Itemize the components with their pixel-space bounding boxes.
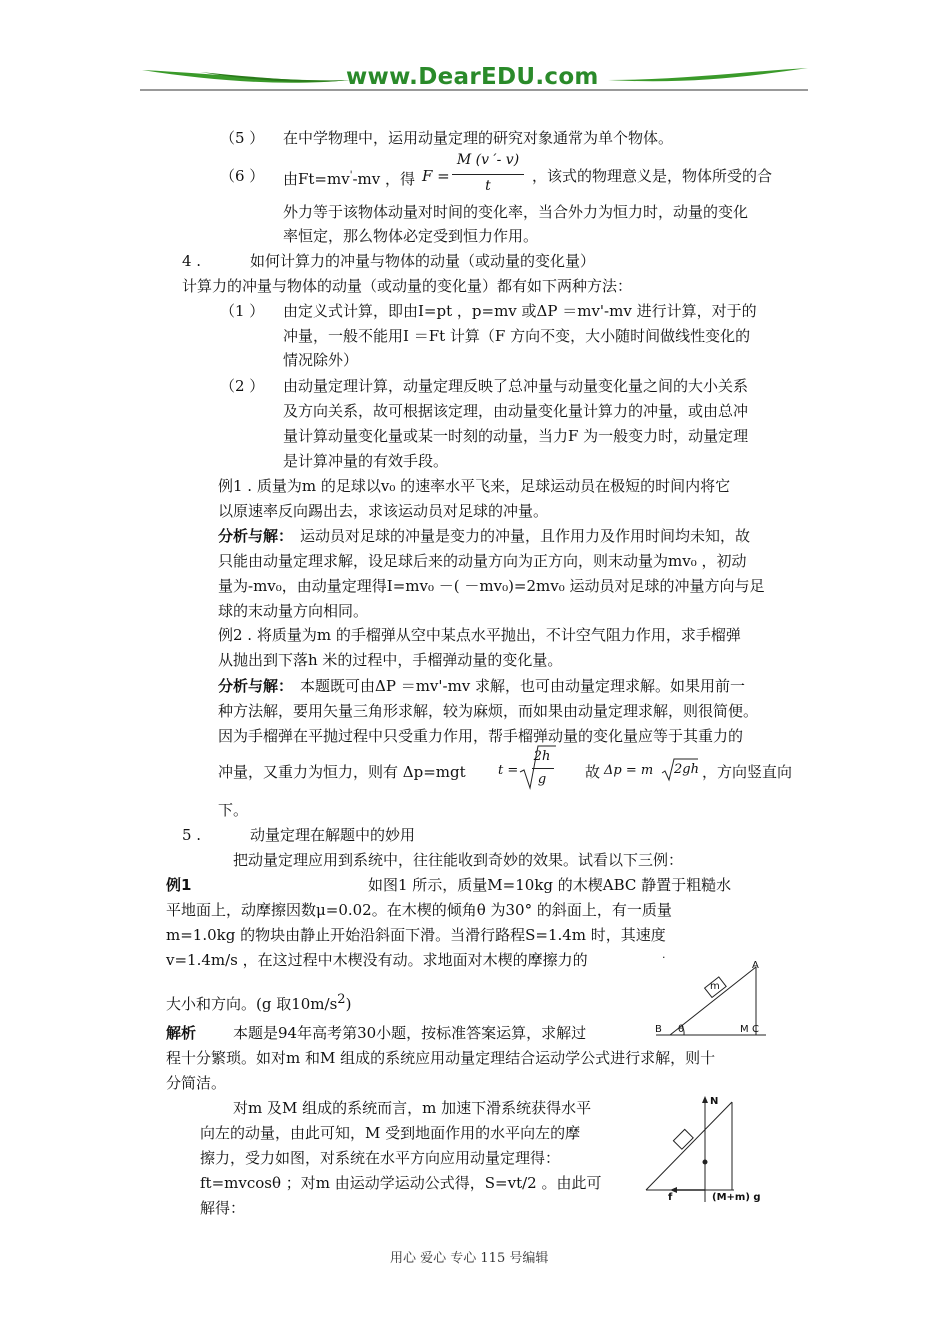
item6-frac-line [452, 174, 524, 175]
ex3-sys-line4: ft=mvcosθ ；对m 由运动学运动公式得，S=vt/2 。由此可 [200, 1174, 602, 1192]
method1-line1: 由定义式计算，即由I=pt ，p=mv 或ΔP ＝mv'-mv 进行计算，对于的 [283, 302, 757, 320]
ex2-answer-line5: 下。 [218, 801, 249, 819]
ex1-answer-line1: 运动员对足球的冲量是变力的冲量，且作用力及作用时间均未知，故 [300, 527, 751, 545]
ex2-answer-line4-post: ，方向竖直向 [702, 763, 793, 781]
ex1-answer-label: 分析与解： [218, 527, 294, 545]
fig1-dot: . [662, 948, 666, 961]
fig1-label-theta: θ [678, 1024, 685, 1035]
item5-text: 在中学物理中，运用动量定理的研究对象通常为单个物体。 [283, 129, 674, 147]
ex3-sys-line1: 对m 及M 组成的系统而言，m 加速下滑系统获得水平 [233, 1099, 592, 1117]
sec5-number: 5 . [182, 826, 202, 844]
force-figure [642, 1094, 762, 1206]
ex3-label: 例1 [166, 876, 192, 894]
ex3-jiexi-label: 解析 [166, 1024, 197, 1042]
dp-eq: Δp = m [604, 763, 654, 778]
item6-frac-num: M (v ′- v) [456, 152, 520, 168]
sqrt-den: g [537, 772, 547, 787]
ex1-answer-line3: 量为-mv₀，由动量定理得I=mv₀ －( －mv₀)=2mv₀ 运动员对足球的冲量方向与足 [218, 577, 765, 595]
fig1-label-C: C [752, 1024, 759, 1035]
method1-number: （1 ） [220, 302, 265, 320]
method1-line3: 情况除外） [283, 351, 359, 369]
item6-post: ，该式的物理意义是，物体所受的合 [532, 167, 773, 185]
item5-number: （5 ） [220, 129, 265, 147]
fig2-label-f: f [668, 1192, 673, 1203]
ex2-answer-label: 分析与解： [218, 677, 294, 695]
method2-line2: 及方向关系，故可根据该定理，由动量变化量计算力的冲量，或由总冲 [283, 402, 749, 420]
method1-line2: 冲量，一般不能用I ＝Ft 计算（F 方向不变，大小随时间做线性变化的 [283, 327, 751, 345]
item6-F-eq: F = [422, 167, 450, 185]
ex3-sys-line5: 解得： [200, 1199, 246, 1217]
sec5-intro: 把动量定理应用到系统中，往往能收到奇妙的效果。试看以下三例： [233, 851, 684, 869]
fig1-label-B: B [655, 1024, 662, 1035]
sqrt2-content: 2gh [674, 762, 699, 777]
ex1-answer-line2: 只能由动量定理求解，设足球后来的动量方向为正方向，则末动量为mv₀ ，初动 [218, 552, 747, 570]
ex3-sys-line2: 向左的动量，由此可知，M 受到地面作用的水平向左的摩 [200, 1124, 581, 1142]
ex3-jiexi-line1: 本题是94年高考第30小题，按标准答案运算，求解过 [233, 1024, 587, 1042]
t-eq: t = [498, 763, 519, 778]
ex1-line1: 例1 . 质量为m 的足球以v₀ 的速率水平飞来，足球运动员在极短的时间内将它 [218, 477, 731, 495]
ex3-line3: m=1.0kg 的物块由静止开始沿斜面下滑。当滑行路程S=1.4m 时，其速度 [166, 926, 666, 944]
item6-line3: 率恒定，那么物体必定受到恒力作用。 [283, 227, 539, 245]
sec4-title: 如何计算力的冲量与物体的动量（或动量的变化量） [250, 252, 596, 270]
sec4-intro: 计算力的冲量与物体的动量（或动量的变化量）都有如下两种方法： [182, 277, 633, 295]
ex2-answer-line1: 本题既可由ΔP ＝mv'-mv 求解，也可由动量定理求解。如果用前一 [300, 677, 746, 695]
ex2-answer-line4-pre: 冲量，又重力为恒力，则有 Δp=mgt [218, 763, 466, 781]
item6-line2: 外力等于该物体动量对时间的变化率，当合外力为恒力时，动量的变化 [283, 203, 749, 221]
ex1-answer-line4: 球的末动量方向相同。 [218, 602, 369, 620]
ex2-line1: 例2 . 将质量为m 的手榴弹从空中某点水平抛出，不计空气阻力作用，求手榴弹 [218, 626, 741, 644]
ex3-line2: 平地面上，动摩擦因数μ=0.02。在木楔的倾角θ 为30° 的斜面上，有一质量 [166, 901, 672, 919]
item6-number: （6 ） [220, 167, 265, 185]
method2-line3: 量计算动量变化量或某一时刻的动量，当力F 为一般变力时，动量定理 [283, 427, 749, 445]
sqrt-frac-line [532, 768, 554, 769]
sqrt-num: 2h [533, 749, 551, 764]
ex3-line1: 如图1 所示，质量M=10kg 的木楔ABC 静置于粗糙水 [368, 876, 732, 894]
ex2-gu: 故 [585, 763, 601, 781]
ex3-sys-line3: 擦力，受力如图，对系统在水平方向应用动量定理得： [200, 1149, 561, 1167]
ex1-line2: 以原速率反向踢出去，求该运动员对足球的冲量。 [218, 502, 549, 520]
method2-number: （2 ） [220, 377, 265, 395]
ex3-jiexi-line3: 分简洁。 [166, 1074, 227, 1092]
fig2-label-g: (M+m) g [712, 1192, 761, 1203]
item6-pre: 由Ft=mv'-mv ，得 [283, 170, 415, 188]
item6-frac-den: t [485, 178, 491, 194]
footer-text: 用心 爱心 专心 115 号编辑 [390, 1251, 549, 1266]
fig1-label-m: m [710, 981, 720, 992]
fig1-label-M: M [740, 1024, 749, 1035]
sec4-number: 4 . [182, 252, 202, 270]
ex2-answer-line3: 因为手榴弹在平抛过程中只受重力作用，帮手榴弹动量的变化量应等于其重力的 [218, 727, 744, 745]
header-logo [140, 60, 810, 96]
fig1-label-A: A [752, 960, 759, 971]
ex2-line2: 从抛出到下落h 米的过程中，手榴弹动量的变化量。 [218, 651, 563, 669]
logo-text: www.DearEDU.com [346, 64, 599, 90]
method2-line1: 由动量定理计算，动量定理反映了总冲量与动量变化量之间的大小关系 [283, 377, 749, 395]
ex3-line5: 大小和方向。(g 取$10m/s^2$) [166, 992, 352, 1013]
fig2-label-N: N [710, 1096, 719, 1107]
ex3-jiexi-line2: 程十分繁琐。如对m 和M 组成的系统应用动量定理结合运动学公式进行求解，则十 [166, 1049, 716, 1067]
ex2-answer-line2: 种方法解，要用矢量三角形求解，较为麻烦，而如果由动量定理求解，则很简便。 [218, 702, 759, 720]
method2-line4: 是计算冲量的有效手段。 [283, 452, 449, 470]
sec5-title: 动量定理在解题中的妙用 [250, 826, 416, 844]
ex3-line4: v=1.4m/s ，在这过程中木楔没有动。求地面对木楔的摩擦力的 [166, 951, 588, 969]
